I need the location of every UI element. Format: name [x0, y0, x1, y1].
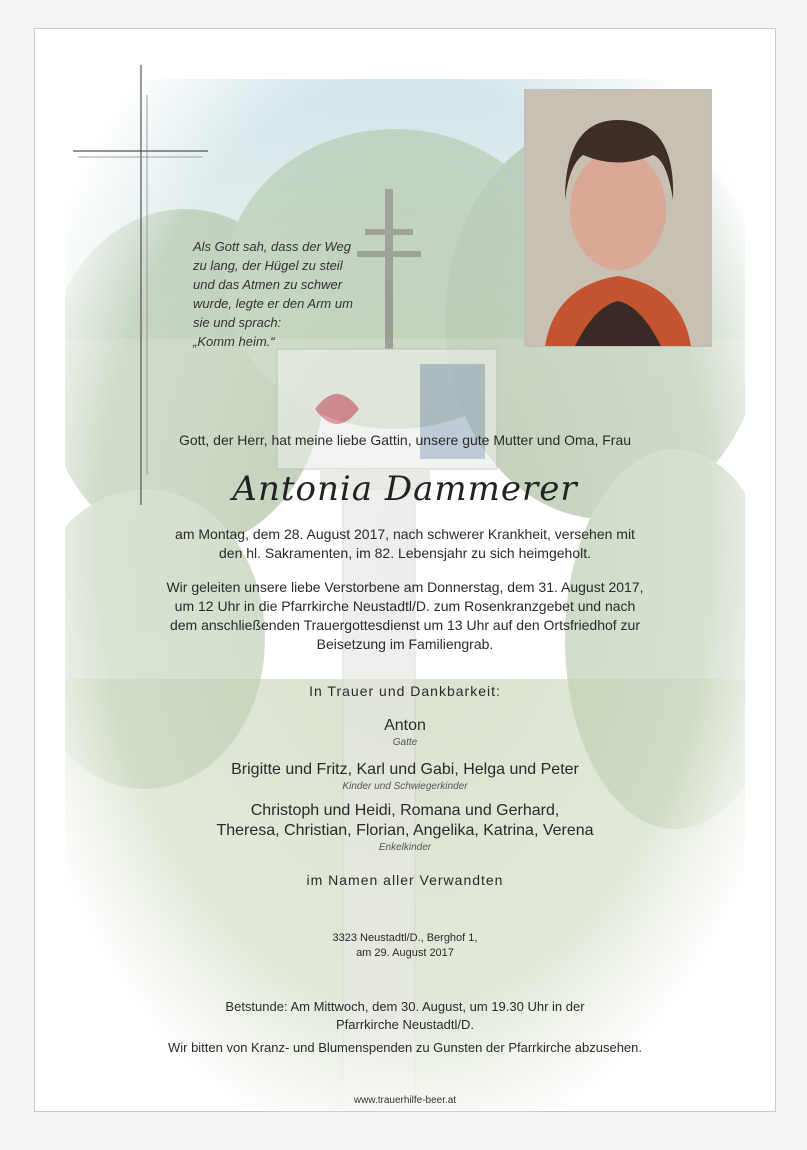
portrait-photo — [524, 89, 712, 347]
grandchildren-entry — [35, 801, 775, 854]
children-entry — [35, 760, 775, 793]
grandchildren-names: Theresa, Christian, Florian, Angelika, Katrina, Verena — [216, 822, 594, 839]
spouse-name: Anton — [384, 717, 426, 734]
prayer-line: Betstunde: Am Mittwoch, dem 30. August, um 19.30 Uhr in der — [225, 999, 585, 1014]
prayer-line: Pfarrkirche Neustadtl/D. — [336, 1017, 474, 1032]
grandchildren-role: Enkelkinder — [378, 842, 432, 853]
grandchildren-names: Christoph und Heidi, Romana und Gerhard, — [250, 802, 560, 819]
spouse-role: Gatte — [392, 737, 418, 748]
children-role: Kinder und Schwiegerkinder — [342, 781, 468, 792]
mourning-heading: In Trauer und Dankbarkeit: — [309, 683, 501, 699]
footer-link[interactable]: www.trauerhilfe-beer.at — [353, 1095, 457, 1106]
death-line: den hl. Sakramenten, im 82. Lebensjahr zu sich heimgeholt. — [219, 545, 591, 561]
death-line: am Montag, dem 28. August 2017, nach schwerer Krankheit, versehen mit — [175, 526, 635, 542]
funeral-notice — [35, 578, 775, 654]
relatives-line: im Namen aller Verwandten — [306, 872, 504, 888]
address-line: 3323 Neustadtl/D., Berghof 1, — [332, 932, 478, 944]
donation-request: Wir bitten von Kranz- und Blumenspenden zu Gunsten der Pfarrkirche abzusehen. — [167, 1040, 643, 1055]
address-block — [35, 931, 775, 961]
deceased-name: Antonia Dammerer — [232, 469, 578, 509]
memorial-quote: Als Gott sah, dass der Weg zu lang, der Hügel zu steil und das Atmen zu schwer wurde, legte er den Arm um sie und sprach: „Komm heim.“ — [193, 239, 353, 349]
prayer-hour — [35, 998, 775, 1034]
intro-text: Gott, der Herr, hat meine liebe Gattin, unsere gute Mutter und Oma, Frau — [178, 432, 632, 448]
spouse-entry — [35, 716, 775, 749]
funeral-line: um 12 Uhr in die Pfarrkirche Neustadtl/D. zum Rosenkranzgebet und nach — [174, 598, 636, 614]
obituary-card — [34, 28, 776, 1112]
funeral-line: Beisetzung im Familiengrab. — [316, 636, 494, 652]
death-notice — [35, 525, 775, 563]
portrait-illustration — [525, 90, 711, 346]
children-names: Brigitte und Fritz, Karl und Gabi, Helga und Peter — [231, 761, 579, 778]
funeral-line: dem anschließenden Trauergottesdienst um 13 Uhr auf den Ortsfriedhof zur — [169, 617, 641, 633]
funeral-line: Wir geleiten unsere liebe Verstorbene am Donnerstag, dem 31. August 2017, — [166, 579, 644, 595]
date-line: am 29. August 2017 — [356, 947, 454, 959]
